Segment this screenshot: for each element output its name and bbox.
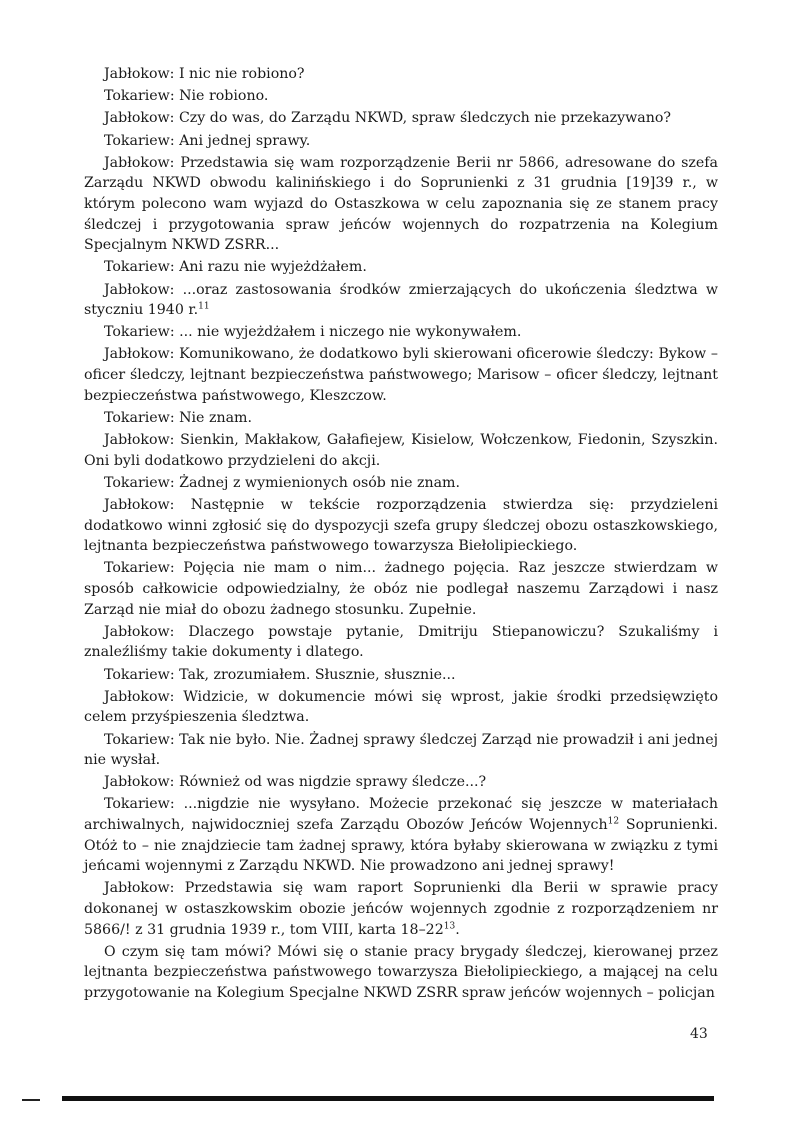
paragraph: Jabłokow: Dlaczego powstaje pytanie, Dmitriju Stiepanowiczu? Szukaliśmy i znaleźliśmy takie dokumenty i dlatego. [84, 623, 718, 661]
footnote-ref: 12 [607, 816, 620, 827]
paragraph: Tokariew: Tak, zrozumiałem. Słusznie, słusznie... [104, 666, 456, 683]
paragraph: Tokariew: ...nigdzie nie wysyłano. Możecie przekonać się jeszcze w materiałach archiwalnych, najwidoczniej szefa Zarządu Obozów Jeńców Wojennych$^{12}$ Soprunienki. Otóż to – nie znajdziecie tam żadnej sprawy, która byłaby skierowana w związku z tymi jeńcami wojennymi z Zarządu NKWD. Nie prowadzono ani jednej sprawy! [84, 796, 719, 875]
paragraph: Jabłokow: Komunikowano, że dodatkowo byli skierowani oficerowie śledczy: Bykow – oficer śledczy, lejtnant bezpieczeństwa państwowego; Marisow – oficer śledczy, lejtnant bezpieczeństwa państwowego, Kleszczow. [84, 346, 718, 404]
paragraph: Jabłokow: ...oraz zastosowania środków zmierzających do ukończenia śledztwa w styczniu 1940 r.$^{11}$ [84, 281, 718, 319]
paragraph: Jabłokow: Widzicie, w dokumencie mówi się wprost, jakie środki przedsięwzięto celem przyśpieszenia śledztwa. [84, 688, 718, 726]
paragraph: Tokariew: Ani jednej sprawy. [104, 132, 311, 149]
paragraph: Jabłokow: Również od was nigdzie sprawy śledcze...? [104, 774, 487, 791]
paragraph: Tokariew: Pojęcia nie mam o nim... żadnego pojęcia. Raz jeszcze stwierdzam w sposób całkowicie odpowiedzialny, że obóz nie podlegał naszemu Zarządowi i nasz Zarząd nie miał do obozu żadnego stosunku. Zupełnie. [84, 560, 718, 618]
paragraph: O czym się tam mówi? Mówi się o stanie pracy brygady śledczej, kierowanej przez lejtnanta bezpieczeństwa państwowego towarzysza Biełolipieckiego, a mającej na celu przygotowanie na Kolegium Specjalne NKWD ZSRR spraw jeńców wojennych – policjan [84, 943, 718, 1001]
paragraph: Tokariew: Tak nie było. Nie. Żadnej sprawy śledczej Zarząd nie prowadził i ani jednej nie wysłał. [84, 731, 718, 769]
paragraph: Jabłokow: Przedstawia się wam raport Soprunienki dla Berii w sprawie pracy dokonanej w ostaszkowskim obozie jeńców wojennych zgodnie z rozporządzeniem nr 5866/! z 31 grudnia 1939 r., tom VIII, karta $18-22^{13}$. [84, 880, 718, 938]
paragraph: Tokariew: Ani razu nie wyjeżdżałem. [104, 259, 367, 276]
paragraph: Jabłokow: Czy do was, do Zarządu NKWD, spraw śledczych nie przekazywano? [104, 110, 672, 127]
paragraph: Jabłokow: Przedstawia się wam rozporządzenie Berii nr 5866, adresowane do szefa Zarządu NKWD obwodu kalinińskiego i do Soprunienki z 31 grudnia [19]39 r., w którym polecono wam wyjazd do Ostaszkowa w celu zapoznania się ze stanem pracy śledczej i przygotowania spraw jeńców wojennych do rozpatrzenia na Kolegium Specjalnym NKWD ZSRR... [84, 154, 718, 254]
paragraph: Tokariew: Żadnej z wymienionych osób nie znam. [104, 474, 461, 491]
paragraph: Tokariew: Nie robiono. [104, 88, 269, 105]
paragraph: Jabłokow: Sienkin, Makłakow, Gałafiejew, Kisielow, Wołczenkow, Fiedonin, Szyszkin. Oni byli dodatkowo przydzieleni do akcji. [84, 432, 718, 469]
paragraph: Jabłokow: Następnie w tekście rozporządzenia stwierdza się: przydzieleni dodatkowo winni zgłosić się do dyspozycji szefa grupy śledczej obozu ostaszkowskiego, lejtnanta bezpieczeństwa państwowego towarzysza Biełolipieckiego. [84, 497, 718, 555]
footer-rule-short [22, 1099, 40, 1101]
paragraph: Jabłokow: I nic nie robiono? [104, 66, 305, 82]
footnote-ref: 13 [443, 920, 456, 931]
paragraph: Tokariew: Nie znam. [104, 409, 252, 426]
paragraph: Tokariew: ... nie wyjeżdżałem i niczego nie wykonywałem. [104, 324, 522, 341]
footer-rule [62, 1096, 714, 1101]
document-page [84, 64, 718, 1005]
footnote-ref: 11 [198, 301, 210, 312]
page-number: 43 [690, 1026, 708, 1042]
